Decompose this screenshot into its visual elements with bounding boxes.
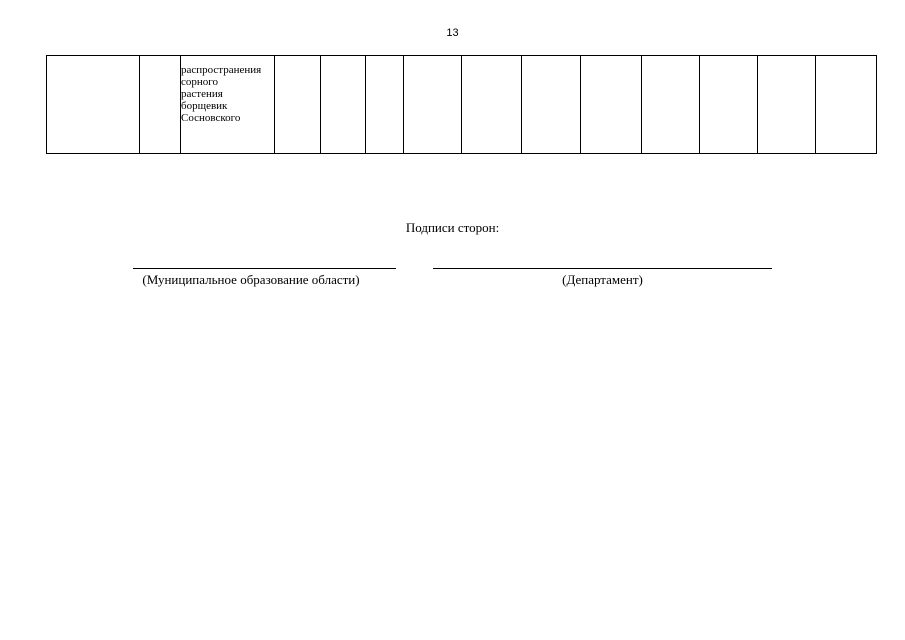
table-cell [140, 56, 181, 154]
page-number: 13 [446, 27, 459, 39]
signature-caption-municipality: (Муниципальное образование области) [142, 272, 360, 287]
table-cell [642, 56, 700, 154]
table-cell: распространения сорного растения борщевик Сосновского [181, 56, 275, 154]
table-row [47, 56, 877, 154]
table-cell [404, 56, 462, 154]
table-cell [522, 56, 581, 154]
table-cell [700, 56, 758, 154]
table [46, 55, 877, 154]
signature-line-left [133, 268, 396, 269]
table-cell [275, 56, 321, 154]
table-cell [321, 56, 366, 154]
table-cell [47, 56, 140, 154]
signature-caption-department: (Департамент) [562, 272, 643, 287]
signature-line-right [433, 268, 772, 269]
table-cell [462, 56, 522, 154]
table-cell [758, 56, 816, 154]
table-cell [366, 56, 404, 154]
signatures-title: Подписи сторон: [405, 220, 500, 235]
table-cell [581, 56, 642, 154]
table-cell [816, 56, 877, 154]
